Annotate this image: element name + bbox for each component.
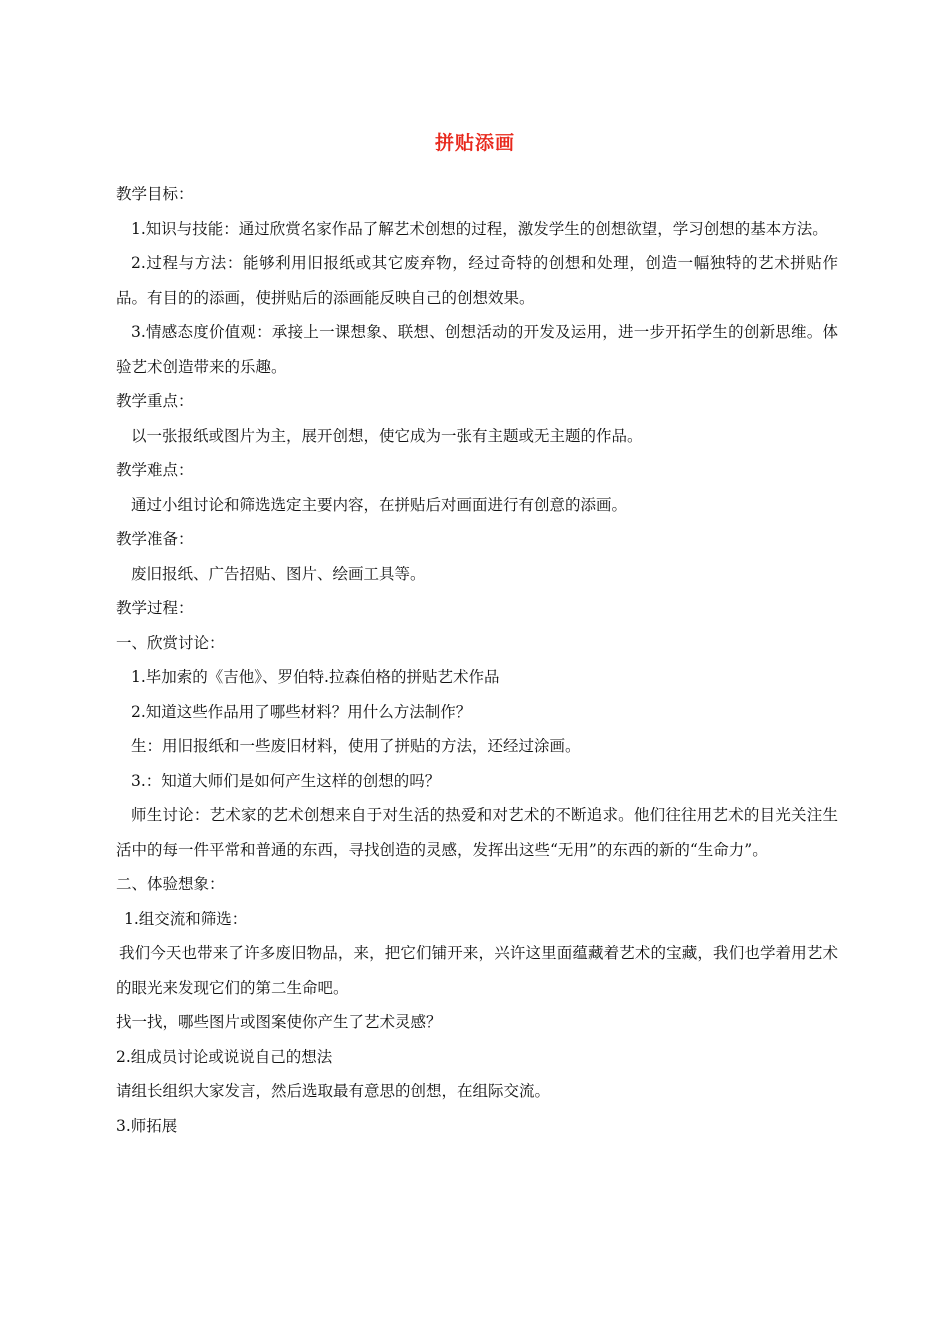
objective-knowledge-skills: 1.知识与技能：通过欣赏名家作品了解艺术创想的过程，激发学生的创想欲望，学习创想的基本方法。	[131, 219, 828, 238]
teacher-student-discussion: 师生讨论：艺术家的艺术创想来自于对生活的热爱和对艺术的不断追求。他们往往用艺术的目光关注生活中的每一件平常和普通的东西，寻找创造的灵感，发挥出这些“无用”的东西的新的“生命力”。	[116, 806, 838, 859]
heading-process: 教学过程：	[116, 599, 194, 617]
document-body	[116, 177, 838, 1143]
heading-objectives: 教学目标：	[116, 185, 194, 203]
experience-paragraph: 我们今天也带来了许多废旧物品，来，把它们铺开来，兴许这里面蕴藏着艺术的宝藏，我们也学着用艺术的眼光来发现它们的第二生命吧。	[116, 944, 838, 997]
difficulties-text: 通过小组讨论和筛选选定主要内容，在拼贴后对画面进行有创意的添画。	[131, 495, 628, 514]
experience-item-2: 2.组成员讨论或说说自己的想法	[116, 1047, 333, 1066]
heading-key-points: 教学重点：	[116, 392, 194, 410]
section-appreciation-heading: 一、欣赏讨论：	[116, 633, 225, 652]
objective-emotion-values: 3.情感态度价值观：承接上一课想象、联想、创想活动的开发及运用，进一步开拓学生的创新思维。体验艺术创造带来的乐趣。	[116, 323, 838, 376]
section-experience-heading: 二、体验想象：	[116, 875, 225, 893]
key-points-text: 以一张报纸或图片为主，展开创想，使它成为一张有主题或无主题的作品。	[131, 426, 643, 445]
heading-difficulties: 教学难点：	[116, 461, 194, 479]
heading-preparation: 教学准备：	[116, 530, 194, 548]
objective-process-methods: 2.过程与方法：能够利用旧报纸或其它废弃物，经过奇特的创想和处理，创造一幅独特的艺术拼贴作品。有目的的添画，使拼贴后的添画能反映自己的创想效果。	[116, 254, 838, 307]
group-instruction: 请组长组织大家发言，然后选取最有意思的创想，在组际交流。	[116, 1082, 551, 1100]
appreciation-item-3: 3.：知道大师们是如何产生这样的创想的吗？	[131, 771, 441, 790]
student-answer: 生：用旧报纸和一些废旧材料，使用了拼贴的方法，还经过涂画。	[131, 737, 581, 755]
appreciation-item-2: 2.知道这些作品用了哪些材料？用什么方法制作？	[131, 702, 472, 721]
find-prompt: 找一找，哪些图片或图案使你产生了艺术灵感？	[116, 1013, 442, 1031]
experience-item-3: 3.师拓展	[116, 1116, 178, 1135]
document-title: 拼贴添画	[434, 132, 515, 154]
appreciation-item-1: 1.毕加索的《吉他》、罗伯特.拉森伯格的拼贴艺术作品	[131, 668, 500, 686]
preparation-text: 废旧报纸、广告招贴、图片、绘画工具等。	[131, 564, 426, 583]
experience-item-1: 1.组交流和筛选：	[124, 909, 248, 928]
